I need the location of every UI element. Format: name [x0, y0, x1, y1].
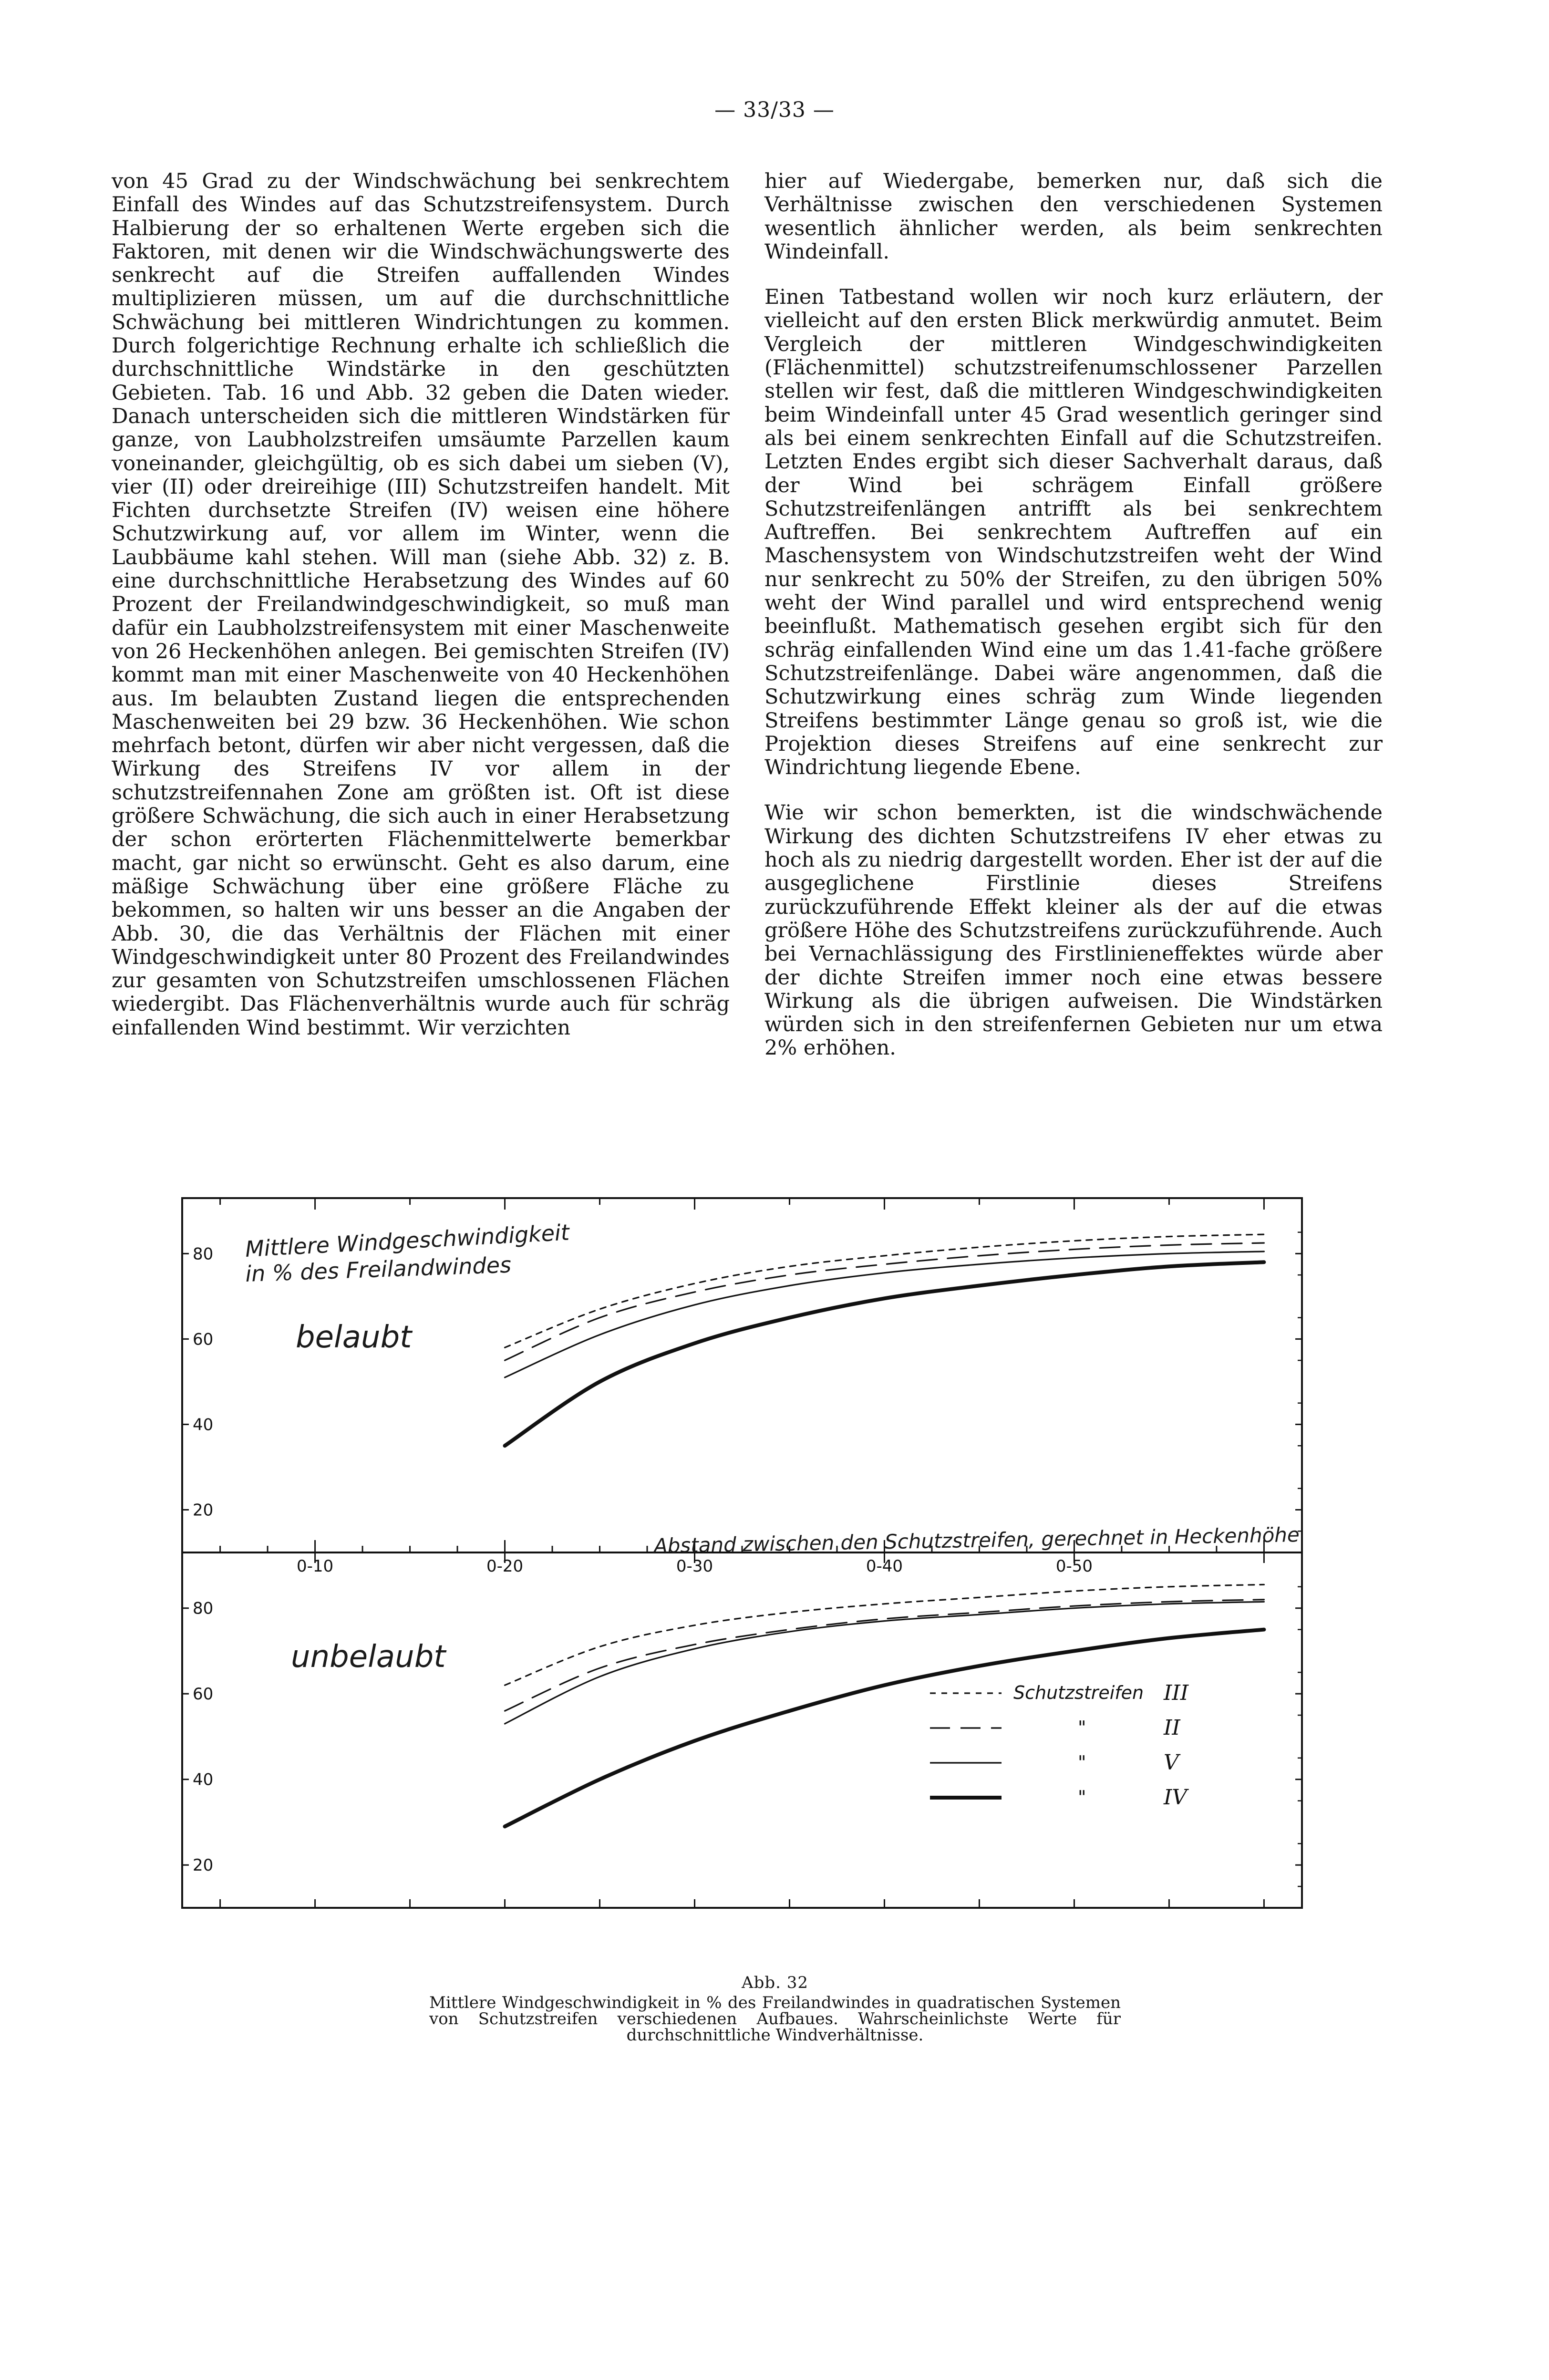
legend-roman-numeral: III	[1164, 1681, 1189, 1705]
legend-label: "	[1078, 1787, 1086, 1808]
y-tick-label: 40	[193, 1770, 214, 1790]
paragraph: Einen Tatbestand wollen wir noch kurz erläutern, der vielleicht auf den ersten Blick merkwürdig anmutet. Beim Vergleich der mittleren Windgeschwindigkeiten (Flächenmittel) schutzstreifenumschlossener Parzellen stellen wir fest, daß die mittleren Windgeschwindigkeiten beim Windeinfall unter 45 Grad wesentlich geringer sind als bei einem senkrechten Einfall auf die Schutzstreifen. Letzten Endes ergibt sich dieser Sachverhalt daraus, daß der Wind bei schrägem Einfall größere Schutzstreifenlängen antrifft als bei senkrechtem Auftreffen. Bei senkrechtem Auftreffen auf ein Maschensystem von Windschutzstreifen weht der Wind nur senkrecht zu 50% der Streifen, zu den übrigen 50% weht der Wind parallel und wird entsprechend wenig beeinflußt. Mathematisch gesehen ergibt sich für den schräg einfallenden Wind eine um das 1.41-fache größere Schutzstreifenlänge. Dabei wäre angenommen, daß die Schutzwirkung eines schräg zum Winde liegenden Streifens bestimmter Länge genau so groß ist, wie die Projektion dieses Streifens auf eine senkrecht zur Windrichtung liegende Ebene.	[764, 285, 1383, 780]
y-tick-label: 80	[193, 1244, 214, 1264]
x-tick-label: 0-10	[296, 1557, 334, 1576]
figure-chart	[181, 1197, 1354, 1922]
x-tick-label: 0-30	[676, 1557, 713, 1576]
figure	[181, 1197, 1354, 2380]
left-column	[112, 170, 730, 1040]
legend-label: "	[1078, 1717, 1086, 1738]
panel-title-belaubt: belaubt	[296, 1320, 412, 1355]
figure-labels	[245, 1219, 1300, 1675]
page-number: — 33/33 —	[714, 98, 835, 122]
series-line-II	[505, 1243, 1264, 1360]
figure-caption	[429, 1975, 1121, 2043]
y-tick-label: 80	[193, 1599, 214, 1618]
series-line-V	[505, 1252, 1264, 1377]
panel-unbelaubt	[182, 1584, 1302, 1908]
legend-roman-numeral: IV	[1164, 1785, 1188, 1810]
legend-roman-numeral: V	[1164, 1750, 1179, 1775]
x-axis-label: Abstand zwischen den Schutzstreifen, gerechnet in Heckenhöhe	[653, 1523, 1300, 1558]
y-axis-label-line-1: Mittlere Windgeschwindigkeit	[244, 1219, 570, 1262]
y-tick-label: 40	[193, 1415, 214, 1435]
legend-label: Schutzstreifen	[1013, 1682, 1144, 1703]
series-line-IV	[505, 1630, 1264, 1827]
series-line-III	[505, 1234, 1264, 1347]
legend	[930, 1681, 1189, 1810]
x-tick-label: 0-40	[866, 1557, 903, 1576]
right-column	[764, 170, 1383, 1060]
y-tick-label: 60	[193, 1685, 214, 1704]
series-line-IV	[505, 1262, 1264, 1446]
y-tick-label: 20	[193, 1500, 214, 1520]
caption-body: Mittlere Windgeschwindigkeit in % des Freilandwindes in quadratischen Systemen von Schutzstreifen verschiedenen Aufbaues. Wahrscheinlichste Werte für durchschnittliche Windverhältnisse.	[429, 1993, 1121, 2045]
legend-label: "	[1078, 1752, 1086, 1773]
panel-title-unbelaubt: unbelaubt	[291, 1639, 446, 1675]
paragraph: Wie wir schon bemerkten, ist die windschwächende Wirkung des dichten Schutzstreifens IV eher etwas zu hoch als zu niedrig dargestellt worden. Eher ist der auf die ausgeglichene Firstlinie dieses Streifens zurückzuführende Effekt kleiner als der auf die etwas größere Höhe des Schutzstreifens zurückzuführende. Auch bei Vernachlässigung des Firstlinieneffektes würde aber der dichte Streifen immer noch eine etwas bessere Wirkung als die übrigen aufweisen. Die Windstärken würden sich in den streifenfernen Gebieten nur um etwa 2% erhöhen.	[764, 801, 1383, 1060]
legend-roman-numeral: II	[1164, 1716, 1180, 1740]
y-axis-label-line-2: in % des Freilandwindes	[245, 1252, 512, 1287]
x-tick-label: 0-20	[486, 1557, 524, 1576]
x-tick-label: 0-50	[1055, 1557, 1093, 1576]
y-tick-label: 20	[193, 1856, 214, 1875]
y-tick-label: 60	[193, 1330, 214, 1349]
caption-title: Abb. 32	[742, 1973, 808, 1992]
paragraph: hier auf Wiedergabe, bemerken nur, daß sich die Verhältnisse zwischen den verschiedenen Systemen wesentlich ähnlicher werden, als beim senkrechten Windeinfall.	[764, 169, 1383, 264]
paragraph: von 45 Grad zu der Windschwächung bei senkrechtem Einfall des Windes auf das Schutzstreifensystem. Durch Halbierung der so erhaltenen Werte ergeben sich die Faktoren, mit denen wir die Windschwächungswerte des senkrecht auf die Streifen auffallenden Windes multiplizieren müssen, um auf die durchschnittliche Schwächung bei mittleren Windrichtungen zu kommen. Durch folgerichtige Rechnung erhalte ich schließlich die durchschnittliche Windstärke in den geschützten Gebieten. Tab. 16 und Abb. 32 geben die Daten wieder. Danach unterscheiden sich die mittleren Windstärken für ganze, von Laubholzstreifen umsäumte Parzellen kaum voneinander, gleichgültig, ob es sich dabei um sieben (V), vier (II) oder dreireihige (III) Schutzstreifen handelt. Mit Fichten durchsetzte Streifen (IV) weisen eine höhere Schutzwirkung auf, vor allem im Winter, wenn die Laubbäume kahl stehen. Will man (siehe Abb. 32) z. B. eine durchschnittliche Herabsetzung des Windes auf 60 Prozent der Freilandwindgeschwindigkeit, so muß man dafür ein Laubholzstreifensystem mit einer Maschenweite von 26 Heckenhöhen anlegen. Bei gemischten Streifen (IV) kommt man mit einer Maschenweite von 40 Heckenhöhen aus. Im belaubten Zustand liegen die entsprechenden Maschenweiten bei 29 bzw. 36 Heckenhöhen. Wie schon mehrfach betont, dürfen wir aber nicht vergessen, daß die Wirkung des Streifens IV vor allem in der schutzstreifennahen Zone am größten ist. Oft ist diese größere Schwächung, die sich auch in einer Herabsetzung der schon erörterten Flächenmittelwerte bemerkbar macht, gar nicht so erwünscht. Geht es also darum, eine mäßige Schwächung über eine größere Fläche zu bekommen, so halten wir uns besser an die Angaben der Abb. 30, die das Verhältnis der Flächen mit einer Windgeschwindigkeit unter 80 Prozent des Freilandwindes zur gesamten von Schutzstreifen umschlossenen Flächen wiedergibt. Das Flächenverhältnis wurde auch für schräg einfallenden Wind bestimmt. Wir verzichten	[112, 169, 730, 1040]
series-line-II	[505, 1600, 1264, 1711]
